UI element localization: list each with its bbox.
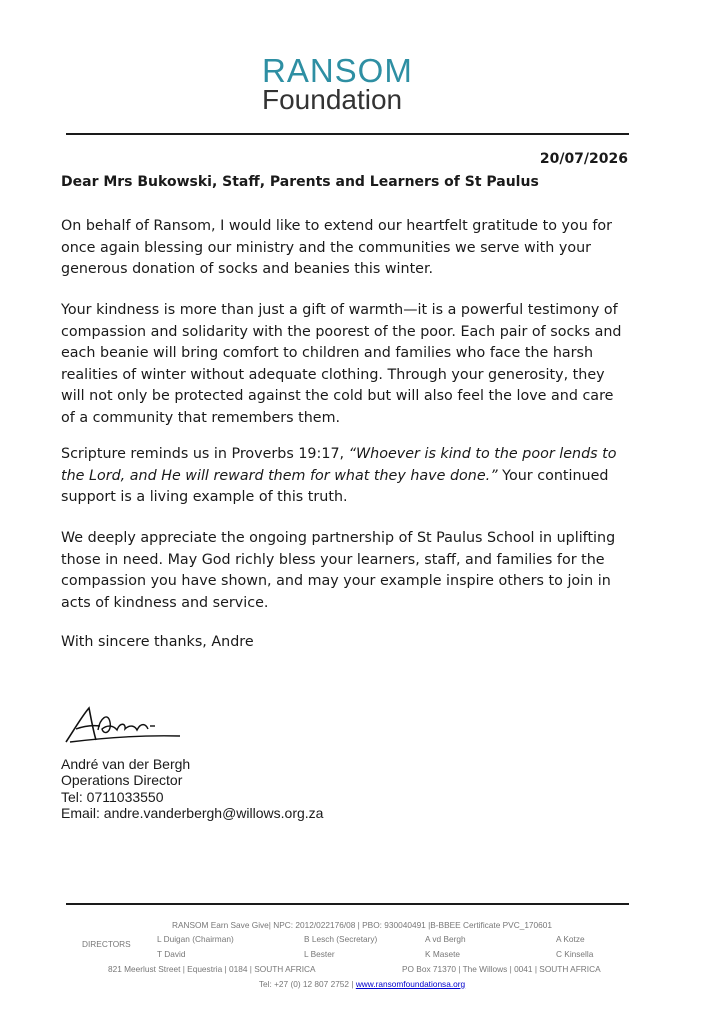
footer-phone: Tel: +27 (0) 12 807 2752 | xyxy=(258,979,356,989)
proverbs-quote: “Whoever is kind to the poor lends to the Lord, and He will reward them for what they have done.” xyxy=(61,446,617,484)
footer-contact-line xyxy=(0,979,724,989)
paragraph-3 xyxy=(61,444,631,509)
handwritten-signature xyxy=(62,702,192,756)
signature-block xyxy=(61,756,323,822)
footer-divider xyxy=(66,903,629,905)
footer-street-address: 821 Meerlust Street | Equestria | 0184 | SOUTH AFRICA xyxy=(108,964,316,974)
director-name: L Duigan (Chairman) xyxy=(157,934,234,944)
website-link[interactable]: www.ransomfoundationsa.org xyxy=(355,979,466,989)
ransom-foundation-logo xyxy=(262,52,413,115)
salutation: Dear Mrs Bukowski, Staff, Parents and Learners of St Paulus xyxy=(61,174,539,190)
header-divider xyxy=(66,133,629,135)
letter-date: 20/07/2026 xyxy=(539,151,628,167)
paragraph-2: Your kindness is more than just a gift of warmth—it is a powerful testimony of compassion and solidarity with the poorest of the poor. Each pair of socks and each beanie will bring comfort to children and families who face the harsh realities of winter without adequate clothing. Through your generosity, they will not only be protected against the cold but will also feel the love and care of a community that remembers them. xyxy=(61,302,622,426)
signatory-name: André van der Bergh xyxy=(61,756,191,772)
director-name: L Bester xyxy=(304,949,335,959)
logo-text-ransom: RANSOM xyxy=(262,52,413,89)
paragraph-3-start: Scripture reminds us in Proverbs 19:17, xyxy=(61,446,349,462)
director-name: K Masete xyxy=(425,949,461,959)
footer-registration: RANSOM Earn Save Give| NPC: 2012/022176/08 | PBO: 930040491 |B-BBEE Certificate PVC_170601 xyxy=(171,920,553,930)
paragraph-4: We deeply appreciate the ongoing partnership of St Paulus School in uplifting those in need. May God richly bless your learners, staff, and families for the compassion you have shown, and may your example inspire others to join in acts of kindness and service. xyxy=(61,530,616,611)
director-name: T David xyxy=(157,949,186,959)
closing-line: With sincere thanks, Andre xyxy=(61,634,254,650)
signatory-title: Operations Director xyxy=(61,772,183,789)
signatory-email: Email: andre.vanderbergh@willows.org.za xyxy=(61,805,324,822)
logo-text-foundation: Foundation xyxy=(262,84,403,115)
paragraph-1: On behalf of Ransom, I would like to extend our heartfelt gratitude to you for once again blessing our ministry and the communities we serve with your generous donation of socks and beanies this winter. xyxy=(61,218,613,277)
director-name: A vd Bergh xyxy=(425,934,466,944)
footer-po-box: PO Box 71370 | The Willows | 0041 | SOUTH AFRICA xyxy=(402,964,601,974)
director-name: C Kinsella xyxy=(556,949,594,959)
footer-directors-label: DIRECTORS xyxy=(82,939,131,949)
director-name: A Kotze xyxy=(556,934,585,944)
paragraph-3-end: Your continued support is a living example of this truth. xyxy=(61,467,609,505)
signatory-phone: Tel: 0711033550 xyxy=(61,788,164,805)
director-name: B Lesch (Secretary) xyxy=(304,934,378,944)
